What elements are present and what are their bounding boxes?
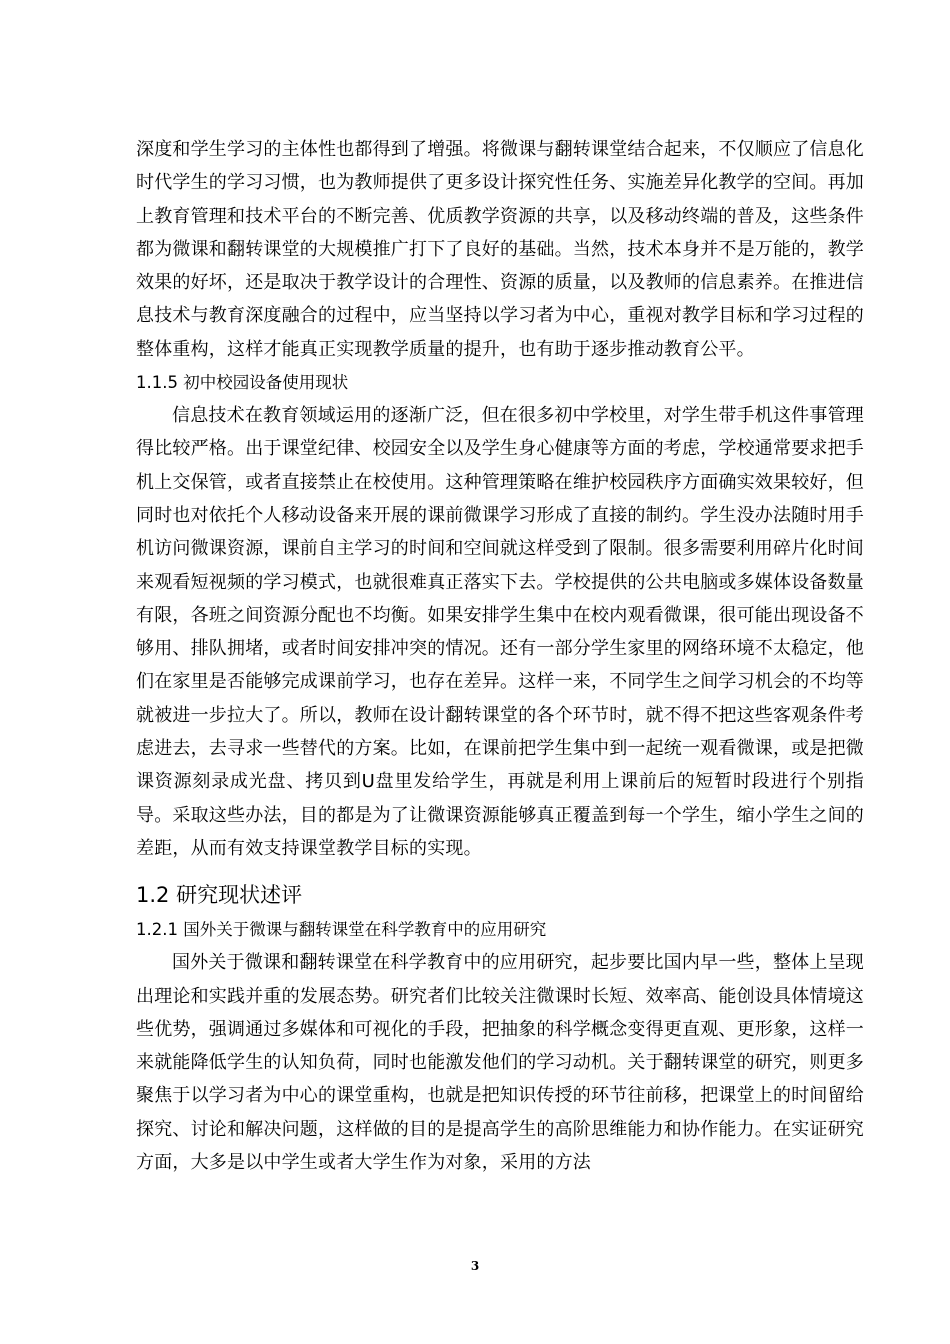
body-paragraph-2: 信息技术在教育领域运用的逐渐广泛，但在很多初中学校里，对学生带手机这件事管理得比较严格。出于课堂纪律、校园安全以及学生身心健康等方面的考虑，学校通常要求把手机上交保管，或者直接禁止在校使用。这种管理策略在维护校园秩序方面确实效果较好，但同时也对依托个人移动设备来开展的课前微课学习形成了直接的制约。学生没办法随时用手机访问微课资源，课前自主学习的时间和空间就这样受到了限制。很多需要利用碎片化时间来观看短视频的学习模式，也就很难真正落实下去。学校提供的公共电脑或多媒体设备数量有限，各班之间资源分配也不均衡。如果安排学生集中在校内观看微课，很可能出现设备不够用、排队拥堵，或者时间安排冲突的情况。还有一部分学生家里的网络环境不太稳定，他们在家里是否能够完成课前学习，也存在差异。这样一来，不同学生之间学习机会的不均等就被进一步拉大了。所以，教师在设计翻转课堂的各个环节时，就不得不把这些客观条件考虑进去，去寻求一些替代的方案。比如，在课前把学生集中到一起统一观看微课，或是把微课资源刻录成光盘、拷贝到U盘里发给学生，再就是利用上课前后的短暂时段进行个别指导。采取这些办法，目的都是为了让微课资源能够真正覆盖到每一个学生，缩小学生之间的差距，从而有效支持课堂教学目标的实现。	[136, 405, 864, 859]
body-paragraph-1: 深度和学生学习的主体性也都得到了增强。将微课与翻转课堂结合起来，不仅顺应了信息化时代学生的学习习惯，也为教师提供了更多设计探究性任务、实施差异化教学的空间。再加上教育管理和技术平台的不断完善、优质教学资源的共享，以及移动终端的普及，这些条件都为微课和翻转课堂的大规模推广打下了良好的基础。当然，技术本身并不是万能的，教学效果的好坏，还是取决于教学设计的合理性、资源的质量，以及教师的信息素养。在推进信息技术与教育深度融合的过程中，应当坚持以学习者为中心，重视对教学目标和学习过程的整体重构，这样才能真正实现教学质量的提升，也有助于逐步推动教育公平。	[136, 139, 864, 360]
body-paragraph-3: 国外关于微课和翻转课堂在科学教育中的应用研究，起步要比国内早一些，整体上呈现出理论和实践并重的发展态势。研究者们比较关注微课时长短、效率高、能创设具体情境这些优势，强调通过多媒体和可视化的手段，把抽象的科学概念变得更直观、更形象，这样一来就能降低学生的认知负荷，同时也能激发他们的学习动机。关于翻转课堂的研究，则更多聚焦于以学习者为中心的课堂重构，也就是把知识传授的环节往前移，把课堂上的时间留给探究、讨论和解决问题，这样做的目的是提高学生的高阶思维能力和协作能力。在实证研究方面，大多是以中学生或者大学生作为对象，采用的方法	[136, 952, 864, 1174]
section-heading-1-1-5: 1.1.5 初中校园设备使用现状	[136, 373, 349, 393]
page-content	[136, 133, 864, 1179]
section-heading-1-2-1: 1.2.1 国外关于微课与翻转课堂在科学教育中的应用研究	[136, 920, 547, 940]
section-heading-1-2: 1.2 研究现状述评	[136, 883, 303, 908]
page-number: 3	[470, 1259, 480, 1273]
